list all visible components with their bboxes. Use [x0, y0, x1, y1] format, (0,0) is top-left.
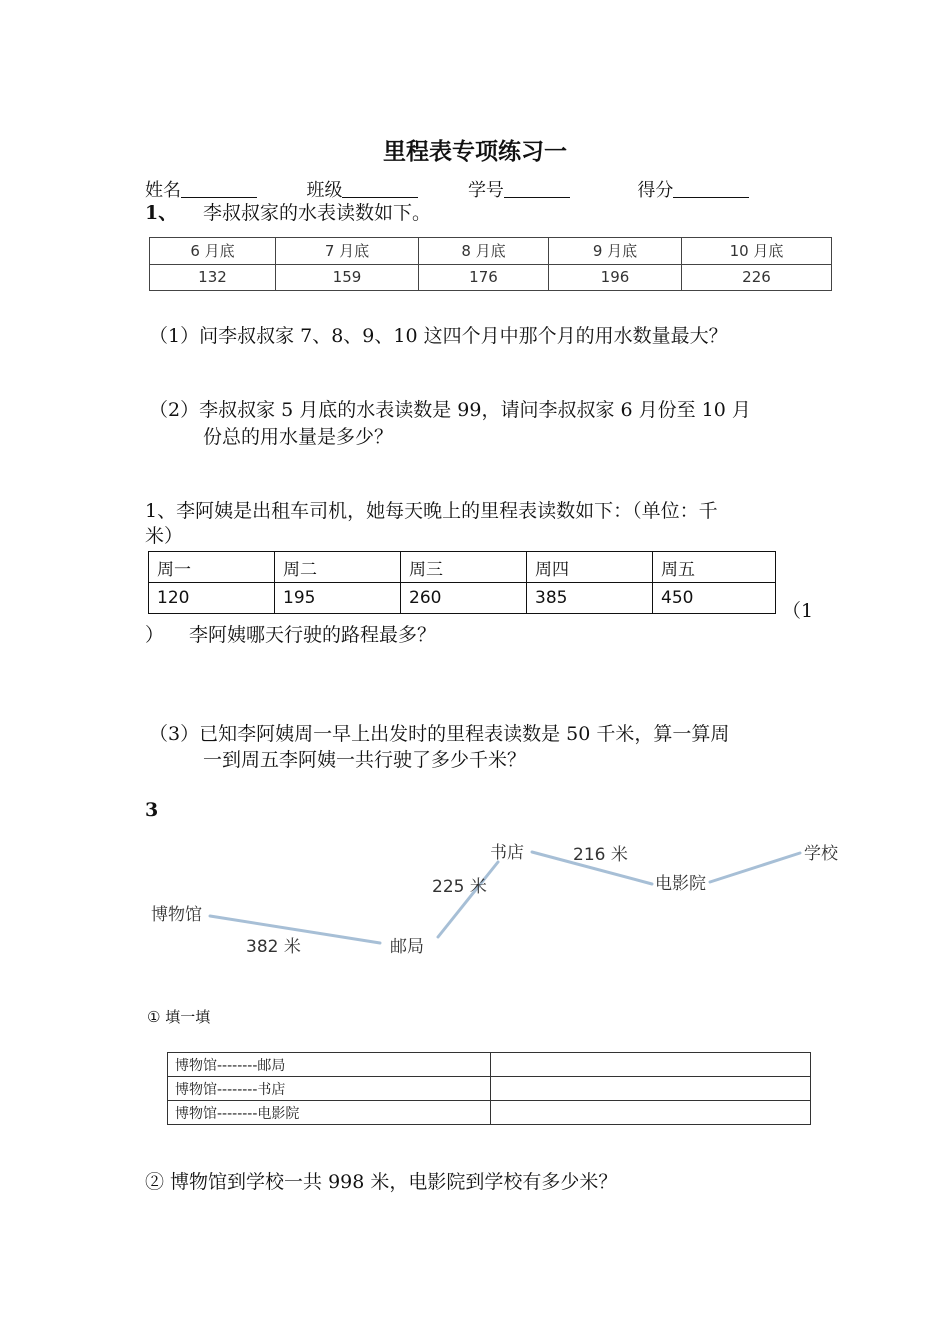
- route-segment: [710, 853, 800, 882]
- score-label: 得分: [637, 180, 674, 201]
- table-row: [168, 1053, 811, 1077]
- table-cell: 8 月底: [419, 238, 549, 265]
- table-cell: 450: [653, 583, 776, 614]
- water-meter-table: [149, 237, 832, 291]
- name-label: 姓名: [145, 180, 181, 201]
- table-cell: 6 月底: [150, 238, 276, 265]
- table-cell: 226: [682, 264, 832, 291]
- place-post-office: 邮局: [390, 937, 424, 957]
- table-cell: 周三: [401, 552, 527, 583]
- distance-fill-table: [167, 1052, 811, 1125]
- table-cell: 周二: [275, 552, 401, 583]
- class-label: 班级: [306, 180, 343, 201]
- distance-label: 216 米: [573, 845, 628, 865]
- table-cell: 博物馆--------书店: [168, 1077, 491, 1101]
- table-cell: 132: [150, 264, 276, 291]
- odometer-table: [148, 551, 776, 614]
- place-bookstore: 书店: [490, 843, 524, 863]
- answer-cell[interactable]: [491, 1077, 811, 1101]
- q2-intro-line1: 1、李阿姨是出租车司机，她每天晚上的里程表读数如下：（单位：千: [145, 500, 718, 522]
- q1-number: 1、: [145, 202, 178, 224]
- page-title: 里程表专项练习一: [383, 138, 567, 165]
- table-cell: 195: [275, 583, 401, 614]
- table-cell: 博物馆--------电影院: [168, 1101, 491, 1125]
- table-cell: 周五: [653, 552, 776, 583]
- student-info-row: [145, 176, 749, 202]
- table-cell: 7 月底: [276, 238, 419, 265]
- distance-label: 382 米: [246, 937, 301, 957]
- table-cell: 159: [276, 264, 419, 291]
- q2-sub1-close: ）: [145, 624, 165, 646]
- number-field[interactable]: [504, 179, 570, 198]
- q1-sub2-line2: 份总的用水量是多少？: [203, 426, 394, 448]
- table-cell: 周四: [527, 552, 653, 583]
- place-museum: 博物馆: [151, 905, 202, 925]
- table-cell: 196: [549, 264, 682, 291]
- q1-heading: 李叔叔家的水表读数如下。: [203, 202, 432, 224]
- table-cell: 9 月底: [549, 238, 682, 265]
- score-field[interactable]: [673, 179, 749, 198]
- q3-question: ② 博物馆到学校一共 998 米，电影院到学校有多少米？: [145, 1171, 618, 1193]
- fill-in-label: ① 填一填: [147, 1008, 211, 1026]
- place-cinema: 电影院: [655, 874, 706, 894]
- answer-cell[interactable]: [491, 1101, 811, 1125]
- name-field[interactable]: [181, 179, 257, 198]
- q1-sub1: （1）问李叔叔家 7、8、9、10 这四个月中那个月的用水数量最大？: [149, 325, 728, 347]
- table-row: [168, 1101, 811, 1125]
- place-school: 学校: [804, 844, 838, 864]
- table-row: [150, 264, 832, 291]
- table-cell: 10 月底: [682, 238, 832, 265]
- table-cell: 博物馆--------邮局: [168, 1053, 491, 1077]
- q2-sub1-open: （1: [782, 600, 814, 622]
- table-cell: 260: [401, 583, 527, 614]
- answer-cell[interactable]: [491, 1053, 811, 1077]
- q2-sub3-line1: （3）已知李阿姨周一早上出发时的里程表读数是 50 千米，算一算周: [149, 723, 730, 745]
- q2-sub3-line2: 一到周五李阿姨一共行驶了多少千米？: [203, 749, 527, 771]
- table-cell: 120: [149, 583, 275, 614]
- table-cell: 周一: [149, 552, 275, 583]
- q3-number: 3: [145, 799, 159, 821]
- class-field[interactable]: [342, 179, 418, 198]
- table-row: [168, 1077, 811, 1101]
- q1-sub2-line1: （2）李叔叔家 5 月底的水表读数是 99，请问李叔叔家 6 月份至 10 月: [149, 399, 751, 421]
- q2-intro-line2: 米）: [145, 525, 184, 547]
- table-row: [149, 583, 776, 614]
- distance-label: 225 米: [432, 877, 487, 897]
- table-cell: 176: [419, 264, 549, 291]
- number-label: 学号: [467, 180, 504, 201]
- table-header-row: [150, 238, 832, 265]
- q2-sub1: 李阿姨哪天行驶的路程最多？: [189, 624, 437, 646]
- table-header-row: [149, 552, 776, 583]
- table-cell: 385: [527, 583, 653, 614]
